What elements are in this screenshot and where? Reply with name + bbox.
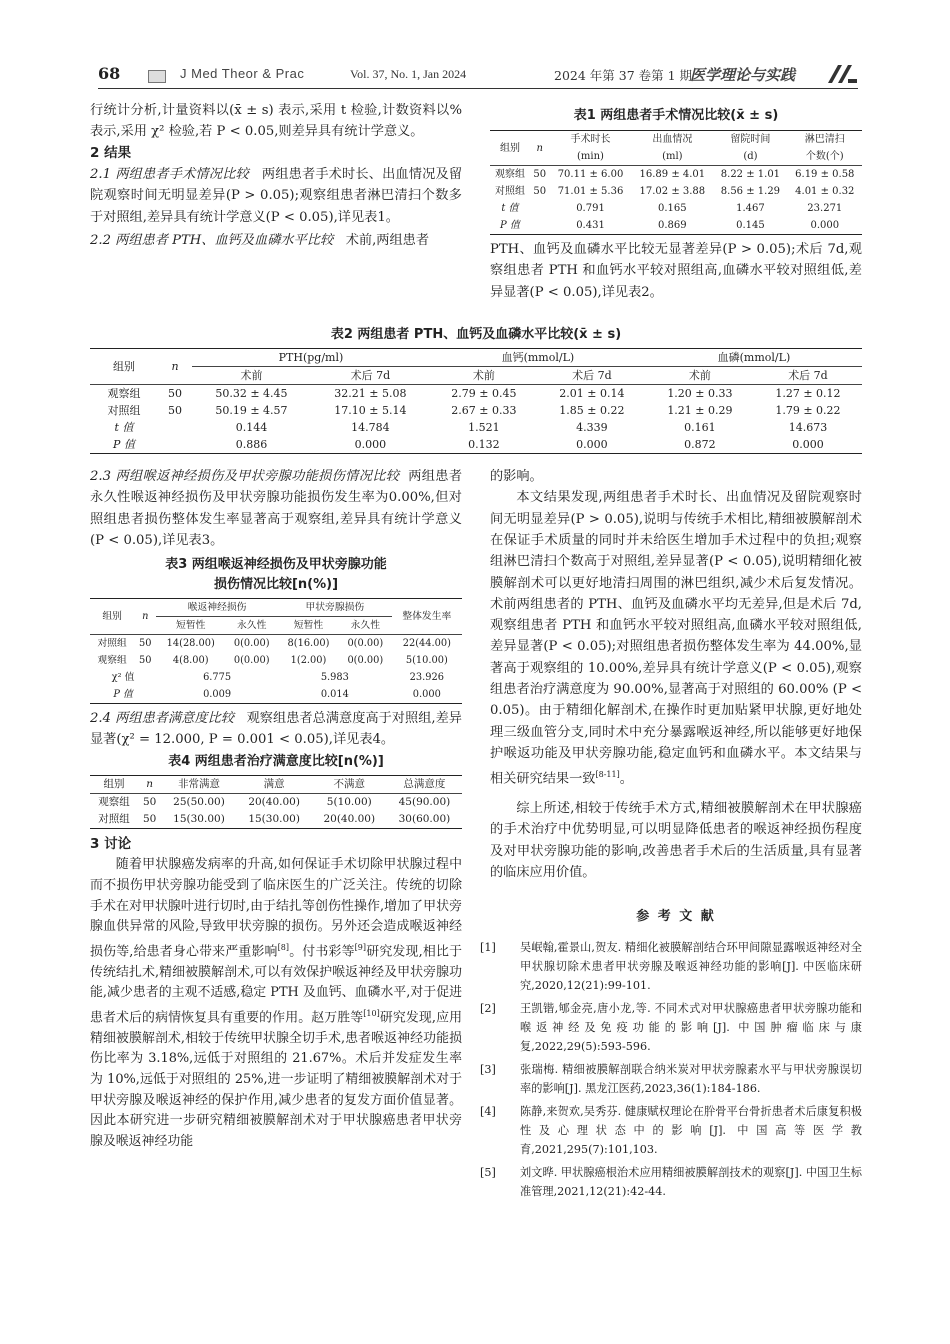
cell: 0.886 [235, 438, 268, 451]
results-heading: 2 结果 [90, 144, 132, 161]
cell: 50 [138, 654, 152, 666]
cell: 4.01 ± 0.32 [795, 186, 855, 197]
cell: 1(2.00) [290, 654, 327, 666]
journal-en-title: J Med Theor & Prac [180, 66, 305, 81]
cell: 1.79 ± 0.22 [775, 404, 841, 417]
cell: t 值 [501, 203, 519, 214]
cell: 8.56 ± 1.29 [720, 186, 781, 197]
table-row [490, 200, 862, 217]
section-2-2 [90, 230, 462, 251]
cell: 23.271 [807, 203, 843, 214]
table-row [490, 166, 862, 184]
reference-number: [1] [480, 941, 496, 955]
section-2-4 [90, 708, 462, 751]
cell: 0(0.00) [347, 637, 384, 649]
cell: 20(40.00) [323, 813, 376, 826]
cell: 50 [143, 796, 157, 809]
cell: 50 [168, 404, 182, 417]
volume-cn: 2024 年第 37 卷第 1 期 [554, 68, 693, 83]
discussion-text: 研究发现,应用精细被膜解剖术,相较于传统甲状腺全切手术,患者喉返神经功能损伤比率为 3.18%,远低于对照组的 21.67%。术后并发症发生率为 10%,远低于对照组的 25%,进一步证明了精细被膜解剖术对于甲状旁腺及喉返神经的保护作用,减少患者的复发方面价值显著。因此本研究进一步研究精细被膜解剖术对于甲状腺癌患者甲状旁腺及喉返神经功能 [90, 1010, 462, 1149]
journal-cn-title: 医学理论与实践 [690, 66, 796, 84]
reference-number: [2] [480, 1002, 496, 1016]
cell: 14(28.00) [166, 637, 215, 649]
right-column-lower [480, 466, 862, 1205]
table-row [90, 669, 462, 686]
cell: 70.11 ± 6.00 [557, 169, 624, 180]
cell: 6.19 ± 0.58 [795, 169, 855, 180]
citation: [8-11] [595, 770, 620, 780]
cell: 6.775 [203, 671, 232, 683]
cell: 0.869 [658, 220, 687, 231]
t2-h-phosphorus: 血磷(mmol/L) [646, 349, 862, 367]
t2-sub: 术前 [646, 367, 754, 385]
section-2-4-title: 2.4 两组患者满意度比较 [90, 710, 234, 726]
t1-h-group: 组别 [490, 131, 530, 166]
cell: 15(30.00) [248, 813, 300, 826]
section-2-3-title: 2.3 两组喉返神经损伤及甲状旁腺功能损伤情况比较 [90, 469, 400, 484]
cell: 1.467 [736, 203, 765, 214]
cell: 50.32 ± 4.45 [215, 387, 288, 400]
cell: 30(60.00) [398, 813, 451, 826]
cell [530, 200, 550, 217]
t4-h: n [138, 776, 161, 794]
section-2-2-title: 2.2 两组患者 PTH、血钙及血磷水平比较 [90, 233, 334, 249]
reference-text: 张瑞梅. 精细被膜解剖联合纳米炭对甲状旁腺素水平与甲状旁腺误切率的影响[J]. 黑龙江医药,2023,36(1):184-186. [520, 1063, 862, 1096]
cell: 50 [168, 387, 182, 400]
cell: 0(0.00) [233, 637, 270, 649]
table-row [90, 436, 862, 454]
t2-h-n: n [158, 349, 192, 385]
cell: 0.132 [468, 438, 500, 451]
cell: 50 [533, 169, 547, 180]
cell: 2.67 ± 0.33 [451, 404, 517, 417]
citation: [9] [354, 942, 367, 952]
cell: 15(30.00) [173, 813, 225, 826]
reference-item [480, 1102, 862, 1159]
t4-h: 总满意度 [387, 776, 462, 794]
table-4-caption: 表4 两组患者治疗满意度比较[n(%)] [168, 754, 384, 770]
discussion-text: 。付书彩等 [288, 944, 355, 960]
t2-h-pth: PTH(pg/ml) [192, 349, 430, 367]
cell: 0.014 [320, 688, 349, 700]
journal-logo-icon [826, 63, 858, 85]
t2-sub: 术前 [192, 367, 311, 385]
cell: 1.85 ± 0.22 [559, 404, 625, 417]
cell: 22(44.00) [402, 637, 451, 649]
cell: 50 [143, 813, 157, 826]
running-header [98, 62, 858, 89]
cell: 14.784 [351, 421, 390, 434]
t1-unit-min: (min) [550, 148, 632, 166]
section-2-1-title: 2.1 两组患者手术情况比较 [90, 166, 249, 182]
citation: [10] [363, 1008, 380, 1018]
cell: P 值 [113, 438, 135, 451]
discussion-paragraph-2 [490, 487, 862, 790]
table-row [90, 794, 462, 812]
table-row [90, 652, 462, 669]
stats-methods-text: 行统计分析,计量资料以(x̄ ± s) 表示,采用 t 检验,计数资料以% 表示,采用 χ² 检验,若 P < 0.05,则差异具有统计学意义。 [90, 103, 462, 140]
cell: 5(10.00) [405, 654, 448, 666]
reference-item [480, 938, 862, 995]
t1-unit-ml: (ml) [631, 148, 713, 166]
table-2-caption: 表2 两组患者 PTH、血钙及血磷水平比较(x̄ ± s) [330, 327, 622, 342]
cell: 20(40.00) [248, 796, 300, 809]
discussion-text: 。 [619, 771, 633, 787]
reference-number: [3] [480, 1063, 496, 1077]
cell: 71.01 ± 5.36 [557, 186, 624, 197]
cell: 0.144 [235, 421, 268, 434]
cell: 对照组 [494, 186, 525, 197]
reference-number: [5] [480, 1166, 496, 1180]
cell: 0.145 [736, 220, 765, 231]
page-number: 68 [98, 64, 121, 83]
cell: 16.89 ± 4.01 [639, 169, 706, 180]
cell: 5.983 [320, 671, 349, 683]
discussion-text: 本文结果发现,两组患者手术时长、出血情况及留院观察时间无明显差异(P > 0.05),说明与传统手术相比,精细被膜解剖术在保证手术质量的同时并未给医生增加手术过程中的负担;观察组淋巴清扫个数高于对照组,差异显著(P < 0.05),说明精细化被膜解剖术可以更好地清扫周围的淋巴组织,减少术后复发情况。术前两组患者的 PTH、血钙及血磷水平均无差异,但是术后 7d,观察组患者 PTH 和血钙水平较对照组高,血磷水平较对照组低,差异显著(P < 0.05);对照组患者损伤整体发生率为 44.00%,显著高于观察组的 10.00%,差异具有统计学意义(P < 0.05),观察组患者治疗满意度为 90.00%,显著高于对照组的 60.00% (P < 0.05)。由于精细化解剖术,在操作时更加贴紧甲状腺,更好地处理三级血管分支,同时术中充分暴露喉返神经,所以能够更好地保护喉返功能及甲状旁腺功能,稳定血钙和血磷水平。本文结果与相关研究结果一致 [490, 490, 862, 787]
table-row [90, 419, 862, 436]
t3-h-total: 整体发生率 [392, 598, 462, 634]
t2-sub: 术后 7d [538, 367, 646, 385]
discussion-paragraph-3: 综上所述,相较于传统手术方式,精细被膜解剖术在甲状腺癌的手术治疗中优势明显,可以明显降低患者的喉返神经损伤程度及对甲状旁腺功能的影响,改善患者手术后的生活质量,具有显著的临床应用价值。 [490, 800, 862, 880]
reference-text: 刘文晔. 甲状腺癌根治术应用精细被膜解剖技术的观察[J]. 中国卫生标准管理,2021,12(21):42-44. [520, 1166, 862, 1199]
reference-text: 陈静,来贺欢,吴秀芬. 健康赋权理论在肸骨平台骨折患者术后康复积极性及心理状态中的影响[J]. 中国高等医学教育,2021,295(7):101,103. [520, 1105, 862, 1157]
section-2-2-body: 术前,两组患者 [345, 233, 430, 249]
table-1 [490, 106, 862, 303]
cell [530, 217, 550, 235]
references-title: 参 考 文 献 [636, 909, 716, 925]
cell [158, 419, 192, 436]
t1-h-lymph: 淋巴清扫 [804, 134, 845, 145]
cell: 25(50.00) [173, 796, 225, 809]
t2-sub: 术后 7d [311, 367, 430, 385]
reference-text: 吴岷翰,霍景山,贺友. 精细化被膜解剖结合环甲间隙显露喉返神经对全甲状腺切除术患者甲状旁腺及喉返神经功能的影响[J]. 中医临床研究,2020,12(21):99-101. [520, 941, 862, 993]
cell: 2.79 ± 0.45 [451, 387, 517, 400]
cell: 1.21 ± 0.29 [667, 404, 733, 417]
t4-h: 不满意 [312, 776, 387, 794]
table-1-caption: 表1 两组患者手术情况比较(x̄ ± s) [573, 108, 779, 123]
discussion-continuation: 的影响。 [490, 469, 543, 484]
cell: 0(0.00) [233, 654, 270, 666]
cell: 对照组 [107, 404, 141, 417]
cell: 观察组 [98, 796, 130, 809]
t3-sub: 短暂性 [156, 616, 225, 634]
cell: 17.02 ± 3.88 [639, 186, 706, 197]
cell: 45(90.00) [398, 796, 451, 809]
section-2-3 [90, 466, 462, 552]
table-2 [90, 325, 862, 454]
cell: 50.19 ± 4.57 [215, 404, 288, 417]
left-column-mid [90, 466, 462, 1152]
right-top-paragraph: PTH、血钙及血磷水平比较无显著差异(P > 0.05);术后 7d,观察组患者 PTH 和血钙水平较对照组高,血磷水平较对照组低,差异显著(P < 0.05),详见表2。 [490, 242, 862, 300]
cell: 1.20 ± 0.33 [667, 387, 733, 400]
t1-unit-count: 个数(个) [788, 148, 862, 166]
reference-item [480, 1163, 862, 1201]
references-list [480, 938, 862, 1201]
t1-h-stay: 留院时间 [730, 134, 771, 145]
cell: 2.01 ± 0.14 [559, 387, 625, 400]
t4-h: 组别 [90, 776, 138, 794]
cell: 0.000 [576, 438, 608, 451]
reference-text: 王凯锴,郇金亮,唐小龙,等. 不同术式对甲状腺癌患者甲状旁腺功能和喉返神经及免疫功能的影响[J]. 中国肿瘤临床与康复,2022,29(5):593-596. [520, 1002, 862, 1054]
table-3-caption-l1: 表3 两组喉返神经损伤及甲状旁腺功能 [165, 556, 387, 572]
table-row [90, 402, 862, 419]
section-2-3-body: 两组患者永久性喉返神经损伤及甲状旁腺功能损伤发生率为0.00%,但对照组患者损伤整体发生率显著高于观察组,差异具有统计学意义(P < 0.05),详见表3。 [90, 469, 463, 549]
cell: 5(10.00) [326, 796, 372, 809]
cell: 0.431 [576, 220, 605, 231]
t4-h: 非常满意 [161, 776, 236, 794]
t2-sub: 术后 7d [754, 367, 862, 385]
cell: 4(8.00) [172, 654, 209, 666]
cell: t 值 [114, 421, 134, 434]
cell: 1.521 [468, 421, 500, 434]
cell: 对照组 [98, 813, 130, 826]
table-row [90, 811, 462, 829]
reference-number: [4] [480, 1105, 496, 1119]
t3-sub: 永久性 [339, 616, 392, 634]
cell: 观察组 [97, 654, 127, 666]
volume-info: Vol. 37, No. 1, Jan 2024 [350, 67, 467, 81]
discussion-text: 研究发现,相比于传统结扎术,精细被膜解剖术,可以有效保护喉返神经及甲状旁腺功能,减少患者的主观不适感,稳定 PTH 及血钙、血磷水平,对于促进患者术后的病情恢复具有重要的作用。赵万胜等 [90, 944, 462, 1026]
t3-h-n: n [134, 598, 156, 634]
citation: [8] [277, 942, 289, 952]
discussion-text: 随着甲状腺癌发病率的升高,如何保证手术切除甲状腺过程中而不损伤甲状旁腺功能受到了临床医生的广泛关注。传统的切除手术在对甲状腺叶进行切时,由于结扎等创伤性操作,增加了甲状旁腺血供异常的风险,导致甲状旁腺的损伤。另外还会造成喉返神经损伤等,给患者身心带来严重影响 [90, 857, 462, 960]
table-3-caption-l2: 损伤情况比较[n(%)] [213, 576, 339, 592]
table-row [90, 686, 462, 704]
t1-unit-d: (d) [713, 148, 787, 166]
cell: 32.21 ± 5.08 [334, 387, 407, 400]
left-column-top [90, 100, 462, 251]
t1-h-duration: 手术时长 [570, 134, 611, 145]
cell: 0.000 [792, 438, 824, 451]
cell: P 值 [500, 220, 520, 231]
cell: 50 [138, 637, 152, 649]
journal-icon [148, 70, 166, 83]
cell: 0(0.00) [347, 654, 384, 666]
cell: 1.27 ± 0.12 [775, 387, 841, 400]
cell: 对照组 [97, 637, 127, 649]
cell: 50 [533, 186, 547, 197]
cell [158, 436, 192, 454]
cell: 0.161 [684, 421, 716, 434]
discussion-paragraph-1 [90, 855, 462, 1152]
cell: 观察组 [494, 169, 525, 180]
cell: 8(16.00) [287, 637, 330, 649]
reference-item [480, 1060, 862, 1098]
t2-sub: 术前 [430, 367, 538, 385]
cell: 观察组 [107, 387, 141, 400]
cell: 0.165 [658, 203, 687, 214]
cell: 14.673 [788, 421, 828, 434]
t3-h-group: 组别 [90, 598, 134, 634]
cell: 4.339 [576, 421, 608, 434]
cell: 0.000 [810, 220, 840, 231]
table-row [490, 217, 862, 235]
cell: 0.000 [412, 688, 441, 700]
t1-h-n: n [530, 131, 550, 166]
t3-h-nerve: 喉返神经损伤 [156, 598, 278, 616]
cell: 0.872 [684, 438, 716, 451]
reference-item [480, 999, 862, 1056]
t3-sub: 永久性 [225, 616, 278, 634]
section-2-1-body: 两组患者手术时长、出血情况及留院观察时间无明显差异(P > 0.05);观察组患者淋巴清扫个数多于对照组,差异具有统计学意义(P < 0.05),详见表1。 [90, 166, 463, 225]
t2-h-group: 组别 [90, 349, 158, 385]
cell: χ² 值 [111, 671, 135, 683]
table-3 [90, 598, 462, 704]
t4-h: 满意 [237, 776, 312, 794]
table-4 [90, 775, 462, 829]
t3-h-parathyroid: 甲状旁腺损伤 [278, 598, 392, 616]
t3-sub: 短暂性 [278, 616, 339, 634]
section-2-1 [90, 164, 462, 228]
cell: 0.009 [203, 688, 232, 700]
table-row [490, 183, 862, 200]
cell: 0.000 [354, 438, 387, 451]
cell: 0.791 [576, 203, 605, 214]
table-row [90, 634, 462, 652]
discussion-heading: 3 讨论 [90, 836, 132, 853]
t1-h-bleeding: 出血情况 [652, 134, 693, 145]
cell: 23.926 [409, 671, 444, 683]
section-2-4-body: 观察组患者总满意度高于对照组,差异显著(χ² = 12.000, P = 0.001 < 0.05),详见表4。 [90, 710, 462, 748]
t2-h-calcium: 血钙(mmol/L) [430, 349, 646, 367]
cell: 17.10 ± 5.14 [334, 404, 407, 417]
table-row [90, 385, 862, 403]
cell: P 值 [113, 688, 133, 700]
cell: 8.22 ± 1.01 [720, 169, 781, 180]
